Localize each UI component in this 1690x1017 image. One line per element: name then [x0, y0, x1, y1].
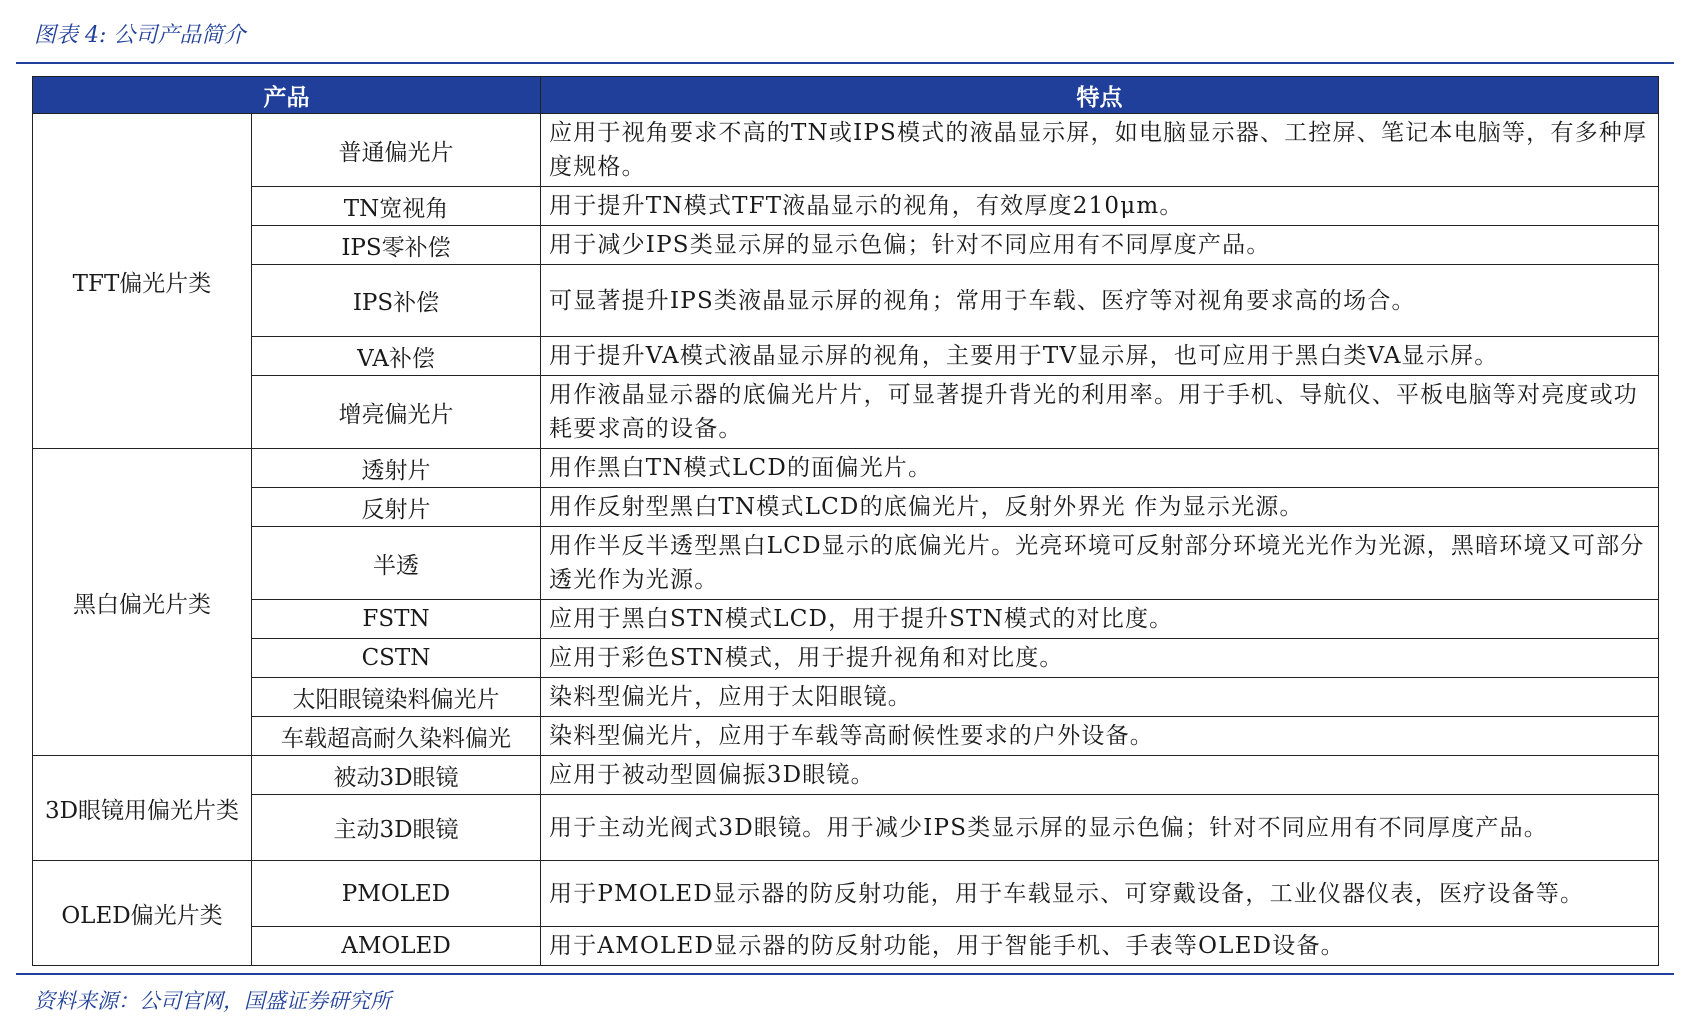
feature-cell: 用于PMOLED显示器的防反射功能，用于车载显示、可穿戴设备，工业仪器仪表，医疗设备等。: [541, 861, 1659, 927]
product-cell: 车载超高耐久染料偏光: [252, 717, 541, 756]
table-row: [33, 600, 1659, 639]
feature-cell: 用于AMOLED显示器的防反射功能，用于智能手机、手表等OLED设备。: [541, 927, 1659, 966]
feature-cell: 可显著提升IPS类液晶显示屏的视角；常用于车载、医疗等对视角要求高的场合。: [541, 265, 1659, 337]
category-cell: 黑白偏光片类: [33, 449, 252, 756]
table-row: [33, 187, 1659, 226]
feature-cell: 应用于被动型圆偏振3D眼镜。: [541, 756, 1659, 795]
feature-cell: 用于提升TN模式TFT液晶显示的视角，有效厚度210μm。: [541, 187, 1659, 226]
feature-cell: 用于提升VA模式液晶显示屏的视角，主要用于TV显示屏，也可应用于黑白类VA显示屏。: [541, 337, 1659, 376]
feature-cell: 应用于黑白STN模式LCD，用于提升STN模式的对比度。: [541, 600, 1659, 639]
feature-cell: 染料型偏光片，应用于太阳眼镜。: [541, 678, 1659, 717]
feature-cell: 用作半反半透型黑白LCD显示的底偏光片。光亮环境可反射部分环境光光作为光源，黑暗环境又可部分透光作为光源。: [541, 527, 1659, 600]
feature-cell: 用作黑白TN模式LCD的面偏光片。: [541, 449, 1659, 488]
product-cell: PMOLED: [252, 861, 541, 927]
product-cell: IPS零补偿: [252, 226, 541, 265]
table-row: [33, 527, 1659, 600]
feature-cell: 用作反射型黑白TN模式LCD的底偏光片，反射外界光 作为显示光源。: [541, 488, 1659, 527]
product-cell: AMOLED: [252, 927, 541, 966]
feature-cell: 用作液晶显示器的底偏光片片，可显著提升背光的利用率。用于手机、导航仪、平板电脑等对亮度或功耗要求高的设备。: [541, 376, 1659, 449]
product-cell: 增亮偏光片: [252, 376, 541, 449]
category-cell: TFT偏光片类: [33, 114, 252, 449]
table-row: [33, 717, 1659, 756]
product-cell: 主动3D眼镜: [252, 795, 541, 861]
top-divider: [16, 62, 1674, 64]
feature-cell: 染料型偏光片，应用于车载等高耐候性要求的户外设备。: [541, 717, 1659, 756]
product-cell: VA补偿: [252, 337, 541, 376]
table-row: [33, 756, 1659, 795]
product-cell: TN宽视角: [252, 187, 541, 226]
table-row: [33, 114, 1659, 187]
feature-cell: 用于减少IPS类显示屏的显示色偏；针对不同应用有不同厚度产品。: [541, 226, 1659, 265]
product-cell: 反射片: [252, 488, 541, 527]
product-table: [32, 76, 1659, 966]
table-header-row: [33, 77, 1659, 114]
table-row: [33, 226, 1659, 265]
table-row: [33, 927, 1659, 966]
table-row: [33, 376, 1659, 449]
source-note: 资料来源：公司官网，国盛证券研究所: [34, 989, 391, 1013]
product-cell: 被动3D眼镜: [252, 756, 541, 795]
category-cell: OLED偏光片类: [33, 861, 252, 966]
product-cell: 半透: [252, 527, 541, 600]
table-row: [33, 488, 1659, 527]
table-row: [33, 795, 1659, 861]
table-row: [33, 449, 1659, 488]
feature-cell: 应用于视角要求不高的TN或IPS模式的液晶显示屏，如电脑显示器、工控屏、笔记本电脑等，有多种厚度规格。: [541, 114, 1659, 187]
product-cell: IPS补偿: [252, 265, 541, 337]
figure-title: 图表 4: 公司产品简介: [34, 23, 246, 48]
feature-cell: 应用于彩色STN模式，用于提升视角和对比度。: [541, 639, 1659, 678]
table-row: [33, 265, 1659, 337]
product-cell: 太阳眼镜染料偏光片: [252, 678, 541, 717]
product-cell: 透射片: [252, 449, 541, 488]
bottom-divider: [16, 973, 1674, 975]
category-cell: 3D眼镜用偏光片类: [33, 756, 252, 861]
product-cell: 普通偏光片: [252, 114, 541, 187]
table-row: [33, 639, 1659, 678]
feature-cell: 用于主动光阀式3D眼镜。用于减少IPS类显示屏的显示色偏；针对不同应用有不同厚度产品。: [541, 795, 1659, 861]
header-feature: 特点: [541, 77, 1659, 114]
table-row: [33, 861, 1659, 927]
product-cell: FSTN: [252, 600, 541, 639]
table-row: [33, 337, 1659, 376]
table-row: [33, 678, 1659, 717]
header-product: 产品: [33, 77, 541, 114]
product-cell: CSTN: [252, 639, 541, 678]
